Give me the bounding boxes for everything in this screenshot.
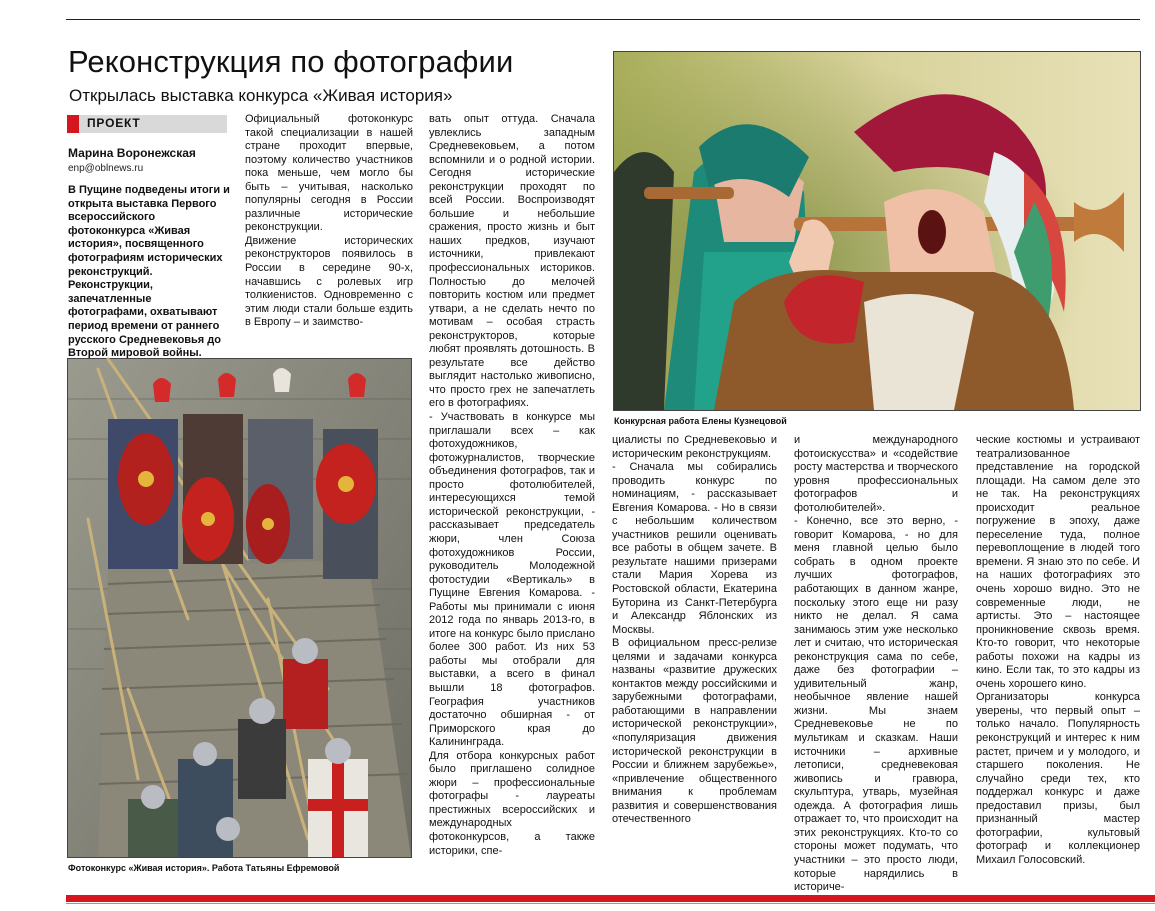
bottom-grey-rule [66, 903, 1155, 904]
paragraph: Организаторы конкурса уверены, что первый опыт – только начало. Популярность реконструкций и интерес к ним растет, причем и у молодого, и старшего поколения. Не случайно среди тех, кто поддержал конкурс и даже предоставил призы, был признанный мастер фотографии, культовый фотограф и коллекционер Михаил Голосовский. [976, 691, 1140, 866]
text-column-2 [429, 113, 595, 875]
top-rule [66, 19, 1140, 20]
text-column-5 [976, 434, 1140, 876]
headline: Реконструкция по фотографии [68, 44, 514, 79]
knights-photo [67, 358, 412, 858]
text-column-4 [794, 434, 958, 894]
text-column-1 [245, 113, 413, 349]
paragraph: вать опыт оттуда. Сначала увлеклись западным Средневековьем, а потом вспомнили и о родной истории. Сегодня исторические реконструкции проходят по всей России. Воспроизводят большие и небольшие сражения, просто жизнь и быт наших предков, изучают источники, привлекают профессиональных историков. Полностью до мелочей повторить костюм или предмет утвари, а не сделать нечто по мотивам – особая страсть реконструкторов, которые любят проявлять дотошность. В результате все действо выглядит настолько живописно, что просто грех не запечатлеть его в фотографиях. [429, 113, 595, 410]
knights-photo-caption: Фотоконкурс «Живая история». Работа Татьяны Ефремовой [68, 863, 340, 873]
subheadline: Открылась выставка конкурса «Живая история» [69, 86, 453, 105]
paragraph: Для отбора конкурсных работ было приглашено солидное жюри – профессиональные фотографы - лауреаты престижных всероссийских и международных фотоконкурсов, а также историки, спе- [429, 749, 595, 857]
paragraph: Движение исторических реконструкторов появилось в России в середине 90-х, начавшись с ролевых игр толкиенистов. Одновременно с этим люди стали больше ездить в Европу – и заимство- [245, 234, 413, 329]
rubric-text: ПРОЕКТ [87, 116, 141, 130]
paragraph: - Конечно, все это верно, - говорит Комарова, - но для меня главной целью было собрать в одном проекте лучших фотографов, работающих в данном жанре, поскольку этого еще ни разу никто не делал. Я сама занимаюсь этим уже несколько лет и считаю, что историческая реконструкция сама по себе, даже без фотографии – удивительный жанр, необычное явление нашей жизни. Мы знаем Средневековье не по мультикам и сказкам. Наши источники – архивные летописи, средневековая живопись и гравюра, скульптура, утварь, музейная одежда. А фотография лишь отражает то, что происходит на этих реконструкциях. Кто-то со стороны может подумать, что участники – это просто люди, которые нарядились в историче- [794, 515, 958, 894]
trumpeter-photo-caption: Конкурсная работа Елены Кузнецовой [614, 416, 787, 426]
bottom-red-rule [66, 895, 1155, 902]
author-email[interactable]: enp@oblnews.ru [68, 163, 144, 174]
paragraph: - Участвовать в конкурсе мы приглашали всех – как фотохудожников, фотожурналистов, творческие объединения фотографов, так и просто фотолюбителей, интересующихся темой исторической реконструкции, - рассказывает председатель жюри, член Союза фотохудожников России, руководитель Молодежной фотостудии «Вертикаль» в Пущине Евгения Комарова. - Работы мы принимали с июня 2012 года по январь 2013-го, в итоге на конкурс было прислано более 300 работ. Из них 53 работы мы отобрали для выставки, а всего в финал вышли 18 фотографов. География участников достаточно обширная - от Приморского края до Калининграда. [429, 411, 595, 749]
text-column-3 [612, 434, 777, 876]
paragraph: и международного фотоискусства» и «содействие росту мастерства и творческого уровня профессиональных фотографов и фотолюбителей». [794, 434, 958, 514]
paragraph: ческие костюмы и устраивают театрализованное представление на городской площади. На самом деле это не так. На реконструкциях происходит реальное погружение в эпоху, даже переселение туда, полное перевоплощение в людей того времени. Я знаю это по себе. И на наших фотографиях это очень хорошо видно. Это не современные люди, не артисты. Это – настоящее проникновение сквозь время. Кто-то говорит, что некоторые работы похожи на кадры из кино. Если так, то это кадры из очень хорошего кино. [976, 434, 1140, 690]
rubric-label [67, 115, 227, 133]
rubric-marker [67, 115, 79, 133]
paragraph: В официальном пресс-релизе целями и задачами конкурса названы «развитие дружеских контактов между российскими и зарубежными фотографами, работающими в направлении исторической реконструкции», «популяризация движения исторической реконструкции в России и ближнем зарубежье», «привлечение общественного внимания к проблемам развития и совершенствования отечественного [612, 637, 777, 826]
paragraph: циалисты по Средневековью и историческим реконструкциям. [612, 434, 777, 460]
trumpeter-photo [613, 51, 1141, 411]
lead-paragraph: В Пущине подведены итоги и открыта выставка Первого всероссийского фотоконкурса «Живая история», посвященного фотографиям исторических реконструкций. Реконструкции, запечатленные фотографами, охватывают период времени от раннего русского Средневековья до Второй мировой войны. [68, 184, 230, 360]
paragraph: Официальный фотоконкурс такой специализации в нашей стране проходит впервые, поэтому количество участников пока меньше, чем могло бы быть – учитывая, насколько популярны сегодня в России различные исторические реконструкции. [245, 113, 413, 234]
paragraph: - Сначала мы собирались проводить конкурс по номинациям, - рассказывает Евгения Комарова. - Но в связи с небольшим количеством участников решили оценивать все работы в общем зачете. В результате нашими призерами стали Мария Хорева из Ростовской области, Екатерина Буторина из Санкт-Петербурга и Александр Яблонских из Москвы. [612, 461, 777, 636]
author-name: Марина Воронежская [68, 146, 196, 160]
